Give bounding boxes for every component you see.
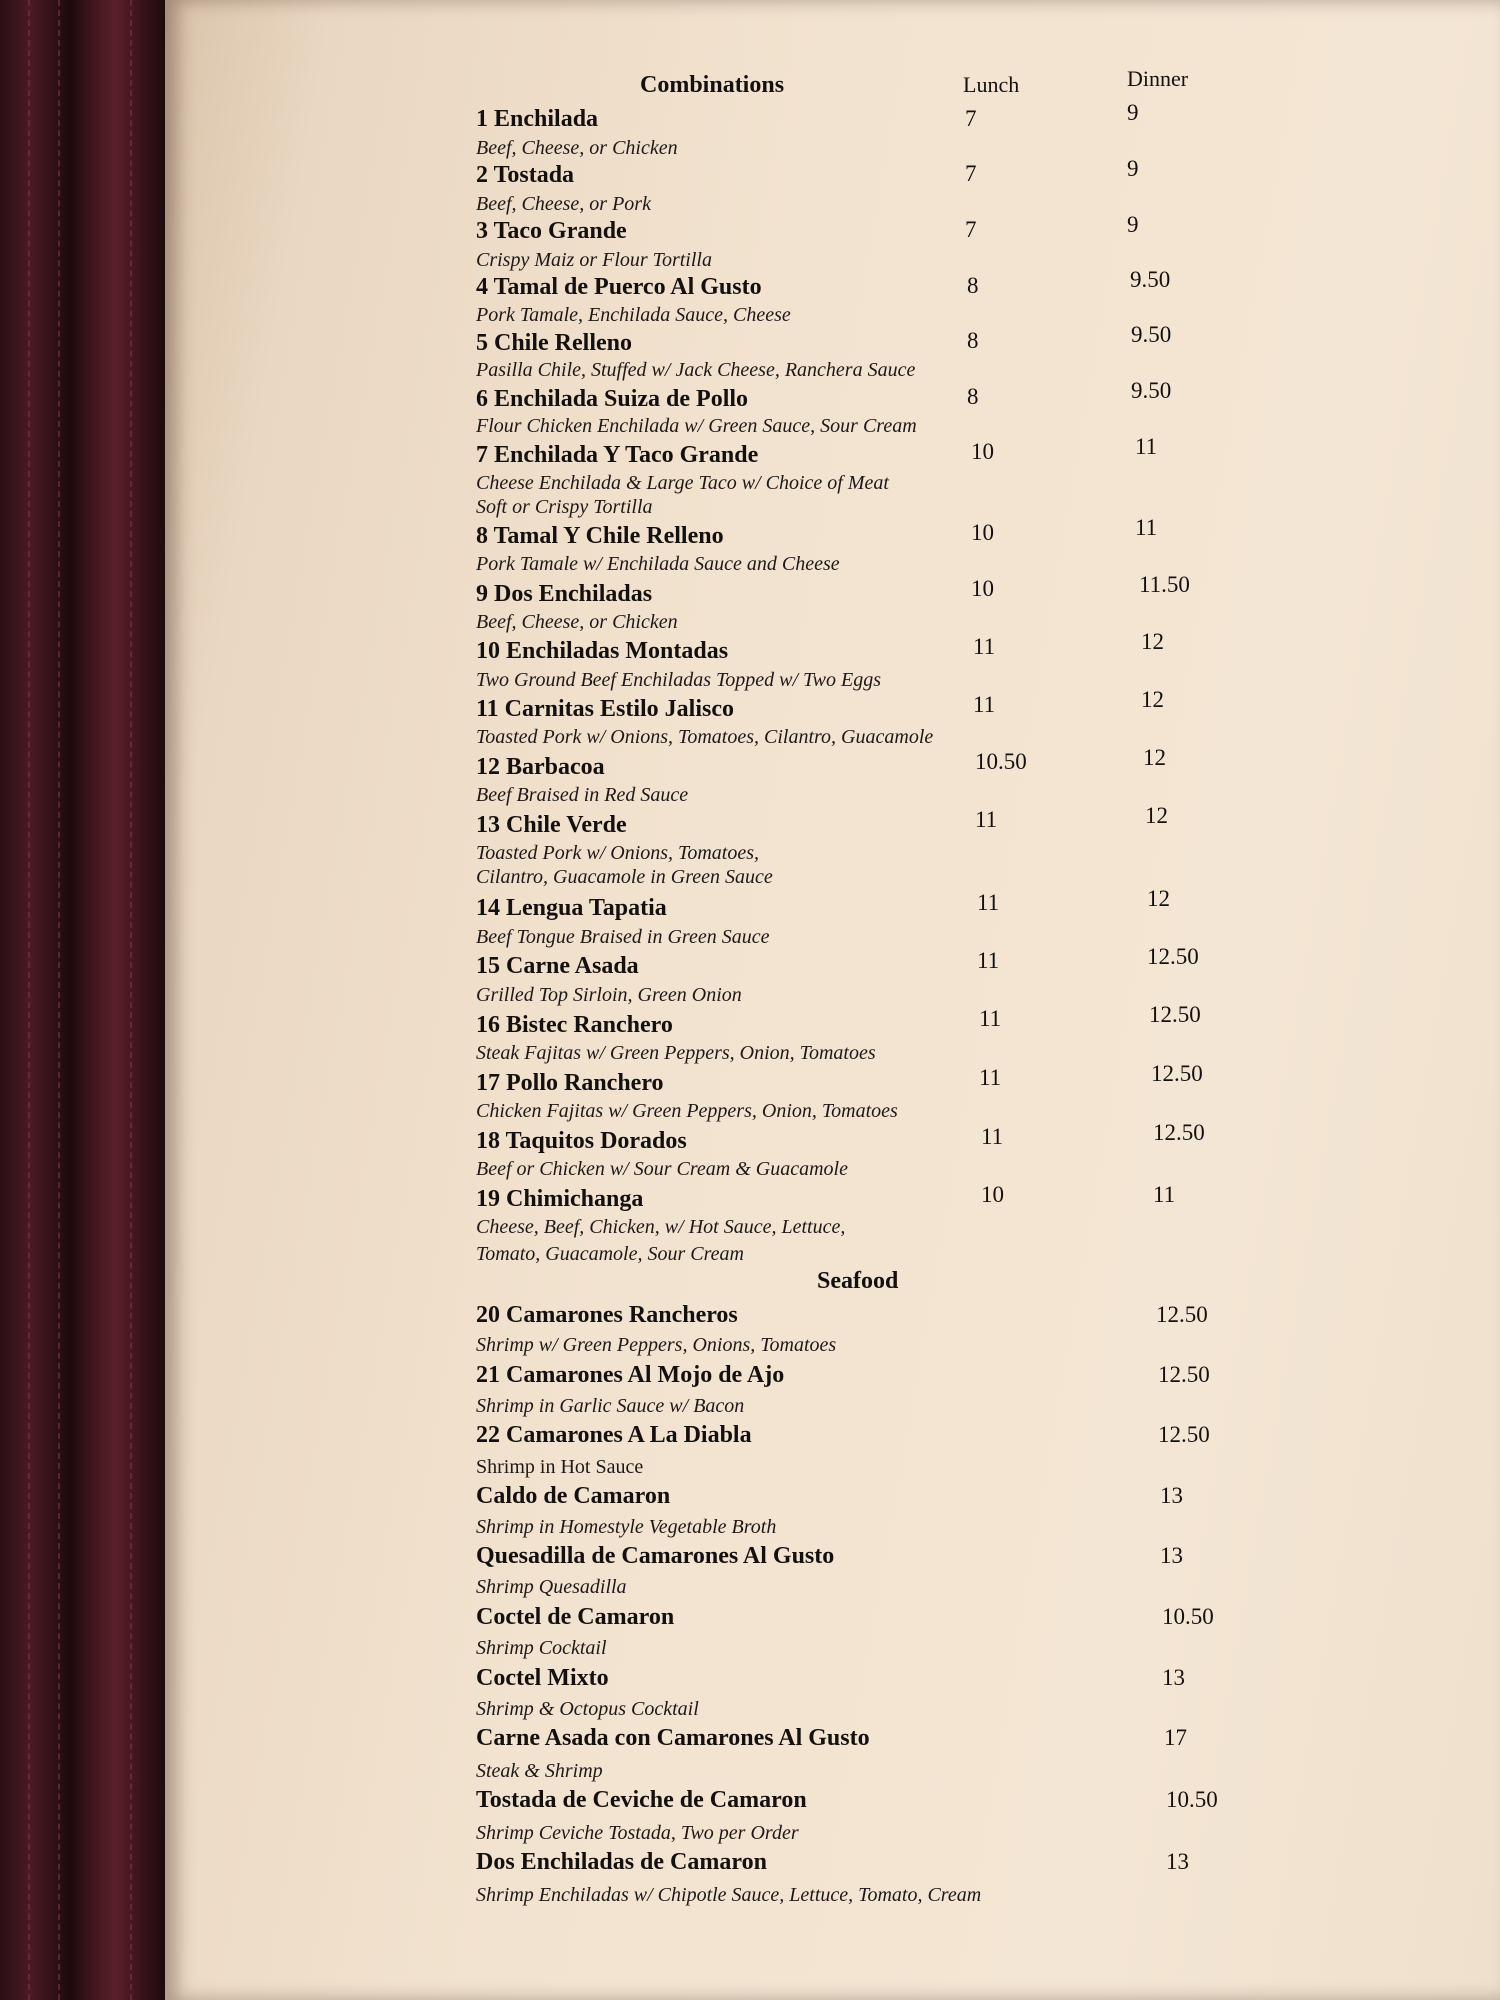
combo-item-name: 19 Chimichanga: [476, 1186, 644, 1212]
combo-item-lunch-price: 11: [973, 634, 996, 659]
combo-item-dinner-price: 11: [1135, 434, 1158, 459]
seafood-item-description: Shrimp in Garlic Sauce w/ Bacon: [476, 1395, 745, 1417]
seafood-item-price: 12.50: [1156, 1302, 1208, 1327]
combo-item-name: 4 Tamal de Puerco Al Gusto: [476, 274, 762, 300]
combo-item-dinner-price: 12.50: [1151, 1061, 1203, 1086]
combo-item-dinner-price: 12: [1147, 886, 1170, 911]
combo-item-dinner-price: 12.50: [1149, 1002, 1201, 1027]
combo-item-name: 15 Carne Asada: [476, 953, 639, 979]
lunch-column-label: Lunch: [963, 72, 1020, 97]
combo-item-name: 8 Tamal Y Chile Relleno: [476, 523, 724, 549]
combo-item-description: Crispy Maiz or Flour Tortilla: [476, 249, 712, 271]
binder-stitching: [28, 0, 30, 2000]
combo-item-description: Pork Tamale, Enchilada Sauce, Cheese: [476, 304, 791, 326]
combo-item-description: Toasted Pork w/ Onions, Tomatoes,: [476, 842, 760, 864]
combo-item-lunch-price: 11: [977, 890, 1000, 915]
seafood-item-description: Shrimp & Octopus Cocktail: [476, 1698, 699, 1720]
binder-stitching: [58, 0, 60, 2000]
combo-item-description: Beef or Chicken w/ Sour Cream & Guacamole: [476, 1158, 848, 1180]
dinner-column-label: Dinner: [1127, 66, 1189, 91]
combo-item-description: Beef, Cheese, or Chicken: [476, 611, 678, 633]
seafood-item-description: Shrimp Enchiladas w/ Chipotle Sauce, Lettuce, Tomato, Cream: [476, 1884, 982, 1906]
combo-item-name: 5 Chile Relleno: [476, 330, 632, 356]
combo-item-lunch-price: 11: [977, 948, 1000, 973]
seafood-item-description: Steak & Shrimp: [476, 1760, 603, 1782]
seafood-item-price: 13: [1160, 1543, 1183, 1568]
combo-item-dinner-price: 9: [1127, 212, 1139, 237]
combo-item-lunch-price: 10.50: [975, 749, 1027, 774]
combo-item-description: Chicken Fajitas w/ Green Peppers, Onion, Tomatoes: [476, 1100, 898, 1122]
seafood-item-name: Carne Asada con Camarones Al Gusto: [476, 1725, 870, 1751]
combo-item-lunch-price: 7: [965, 217, 977, 242]
combo-item-lunch-price: 11: [979, 1006, 1002, 1031]
combo-item-dinner-price: 9.50: [1130, 267, 1171, 292]
combo-item-description: Cheese, Beef, Chicken, w/ Hot Sauce, Lettuce,: [476, 1216, 846, 1238]
seafood-item-description: Shrimp Ceviche Tostada, Two per Order: [476, 1822, 799, 1844]
seafood-item-price: 12.50: [1158, 1362, 1210, 1387]
seafood-item-name: 21 Camarones Al Mojo de Ajo: [476, 1362, 785, 1388]
combo-item-dinner-price: 12: [1143, 745, 1166, 770]
seafood-item-price: 10.50: [1166, 1787, 1218, 1812]
seafood-heading: Seafood: [817, 1268, 899, 1294]
combo-item-dinner-price: 11: [1135, 515, 1158, 540]
combo-item-dinner-price: 9: [1127, 156, 1139, 181]
menu-page: [165, 0, 1500, 2000]
combo-item-dinner-price: 12: [1141, 687, 1164, 712]
combo-item-description: Cilantro, Guacamole in Green Sauce: [476, 866, 773, 888]
seafood-item-description: Shrimp Cocktail: [476, 1637, 607, 1659]
combo-item-description: Tomato, Guacamole, Sour Cream: [476, 1243, 744, 1265]
combo-item-dinner-price: 12.50: [1147, 944, 1199, 969]
combo-item-name: 13 Chile Verde: [476, 812, 627, 838]
combo-item-description: Soft or Crispy Tortilla: [476, 496, 653, 518]
combo-item-lunch-price: 11: [979, 1065, 1002, 1090]
combo-item-description: Beef, Cheese, or Chicken: [476, 137, 678, 159]
combo-item-lunch-price: 8: [967, 328, 979, 353]
combo-item-name: 10 Enchiladas Montadas: [476, 638, 729, 664]
seafood-item-price: 10.50: [1162, 1604, 1214, 1629]
combo-item-description: Two Ground Beef Enchiladas Topped w/ Two Eggs: [476, 669, 882, 691]
combo-item-dinner-price: 11: [1153, 1182, 1176, 1207]
seafood-item-description: Shrimp w/ Green Peppers, Onions, Tomatoes: [476, 1334, 837, 1356]
seafood-item-price: 13: [1160, 1483, 1183, 1508]
combo-item-name: 12 Barbacoa: [476, 754, 605, 780]
seafood-item-name: 20 Camarones Rancheros: [476, 1302, 738, 1328]
combo-item-name: 3 Taco Grande: [476, 218, 627, 244]
combo-item-dinner-price: 9: [1127, 100, 1139, 125]
combo-item-description: Grilled Top Sirloin, Green Onion: [476, 984, 742, 1006]
combo-item-lunch-price: 7: [965, 161, 977, 186]
combo-item-name: 11 Carnitas Estilo Jalisco: [476, 696, 735, 722]
combo-item-name: 16 Bistec Ranchero: [476, 1012, 673, 1038]
combo-item-dinner-price: 12: [1145, 803, 1168, 828]
seafood-item-price: 13: [1162, 1665, 1185, 1690]
seafood-item-name: Coctel Mixto: [476, 1665, 609, 1691]
combo-item-lunch-price: 7: [965, 106, 977, 131]
combo-item-lunch-price: 10: [981, 1182, 1004, 1207]
combo-item-description: Toasted Pork w/ Onions, Tomatoes, Cilantro, Guacamole: [476, 726, 934, 748]
binder-stitching: [130, 0, 132, 2000]
combo-item-dinner-price: 11.50: [1139, 572, 1190, 597]
combo-item-lunch-price: 10: [971, 439, 994, 464]
combo-item-lunch-price: 10: [971, 520, 994, 545]
combo-item-name: 6 Enchilada Suiza de Pollo: [476, 386, 749, 412]
combo-item-dinner-price: 12: [1141, 629, 1164, 654]
seafood-item-price: 13: [1166, 1849, 1189, 1874]
combo-item-dinner-price: 9.50: [1131, 378, 1172, 403]
seafood-item-price: 17: [1164, 1725, 1187, 1750]
combo-item-name: 14 Lengua Tapatia: [476, 895, 667, 921]
seafood-item-description: Shrimp in Hot Sauce: [476, 1456, 644, 1478]
combo-item-lunch-price: 11: [975, 807, 998, 832]
combo-item-description: Cheese Enchilada & Large Taco w/ Choice of Meat: [476, 472, 889, 494]
combo-item-description: Pork Tamale w/ Enchilada Sauce and Cheese: [476, 553, 840, 575]
combo-item-description: Beef Tongue Braised in Green Sauce: [476, 926, 770, 948]
combo-item-name: 1 Enchilada: [476, 106, 599, 132]
seafood-item-name: Caldo de Camaron: [476, 1483, 671, 1509]
seafood-item-price: 12.50: [1158, 1422, 1210, 1447]
combo-item-lunch-price: 8: [967, 273, 979, 298]
seafood-item-name: Quesadilla de Camarones Al Gusto: [476, 1543, 835, 1569]
combo-item-description: Beef Braised in Red Sauce: [476, 784, 689, 806]
menu-binder-cover: [0, 0, 165, 2000]
seafood-item-name: Coctel de Camaron: [476, 1604, 675, 1630]
combo-item-lunch-price: 11: [973, 692, 996, 717]
combo-item-lunch-price: 10: [971, 576, 994, 601]
combo-item-dinner-price: 12.50: [1153, 1120, 1205, 1145]
seafood-item-name: Dos Enchiladas de Camaron: [476, 1849, 767, 1875]
combo-item-description: Steak Fajitas w/ Green Peppers, Onion, Tomatoes: [476, 1042, 876, 1064]
combinations-heading: Combinations: [640, 72, 785, 98]
combo-item-description: Pasilla Chile, Stuffed w/ Jack Cheese, Ranchera Sauce: [476, 359, 916, 381]
combo-item-name: 7 Enchilada Y Taco Grande: [476, 442, 759, 468]
seafood-item-name: 22 Camarones A La Diabla: [476, 1422, 752, 1448]
combo-item-name: 2 Tostada: [476, 162, 575, 188]
combo-item-lunch-price: 8: [967, 384, 979, 409]
combo-item-description: Flour Chicken Enchilada w/ Green Sauce, Sour Cream: [476, 415, 917, 437]
seafood-item-description: Shrimp Quesadilla: [476, 1576, 627, 1598]
combo-item-lunch-price: 11: [981, 1124, 1004, 1149]
combo-item-name: 18 Taquitos Dorados: [476, 1128, 687, 1154]
combo-item-dinner-price: 9.50: [1131, 322, 1172, 347]
combo-item-description: Beef, Cheese, or Pork: [476, 193, 651, 215]
combo-item-name: 9 Dos Enchiladas: [476, 581, 653, 607]
seafood-item-description: Shrimp in Homestyle Vegetable Broth: [476, 1516, 777, 1538]
seafood-item-name: Tostada de Ceviche de Camaron: [476, 1787, 807, 1813]
combo-item-name: 17 Pollo Ranchero: [476, 1070, 664, 1096]
